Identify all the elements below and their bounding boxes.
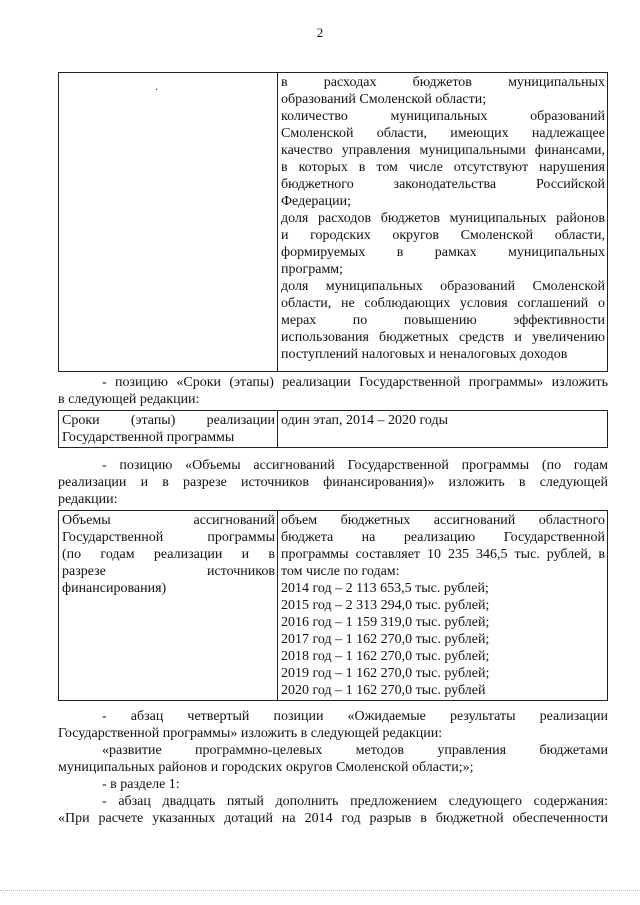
table3-left-cell [59, 511, 278, 701]
page-number: 2 [316, 25, 324, 40]
table3-left-line: Объемы ассигнований [62, 513, 275, 528]
table1-line: бюджетного законодательства Российской [281, 177, 605, 192]
table1-line: Смоленской области, имеющих надлежащее [281, 126, 605, 141]
paragraph-line: «развитие программно-целевых методов управления бюджетами [102, 743, 608, 758]
table3-left-line: (по годам реализации и в [62, 547, 275, 562]
table1-line: программ; [281, 262, 344, 277]
year-funding-line: 2020 год – 1 162 270,0 тыс. рублей [281, 683, 486, 698]
table1-line: и городских округов Смоленской области, [281, 228, 605, 243]
paragraph-line: - абзац четвертый позиции «Ожидаемые результаты реализации [102, 709, 608, 724]
table1-left-cell [59, 73, 278, 372]
table1-line: образований Смоленской области; [281, 92, 487, 107]
year-funding-line: 2018 год – 1 162 270,0 тыс. рублей; [281, 649, 490, 664]
table3-right-line: объем бюджетных ассигнований областного [281, 513, 605, 528]
paragraph-line: - в разделе 1: [102, 777, 180, 792]
table1-line: доля расходов бюджетов муниципальных районов [281, 211, 605, 226]
table1-line: поступлений налоговых и неналоговых доходов [281, 347, 568, 362]
table1-line: в расходах бюджетов муниципальных [281, 75, 605, 90]
paragraph-expected-results [58, 708, 608, 742]
terms-value: один этап, 2014 – 2020 годы [281, 413, 449, 428]
table3-right-line: том числе по годам: [281, 564, 400, 579]
year-funding-line: 2019 год – 1 162 270,0 тыс. рублей; [281, 666, 490, 681]
paragraph-line: - абзац двадцать пятый дополнить предложением следующего содержания: [102, 794, 608, 809]
paragraph-line: - позицию «Сроки (этапы) реализации Государственной программы» изложить [102, 375, 608, 390]
paragraph-quote-development [58, 742, 608, 776]
terms-table [58, 410, 608, 448]
expected-results-table [58, 72, 608, 372]
scan-edge-line [0, 890, 640, 891]
table1-line: формируемых в рамках муниципальных [281, 245, 605, 260]
table2-left-line: Государственной программы [62, 430, 235, 445]
table2-left-cell [59, 411, 278, 448]
table2-left-line: Сроки (этапы) реализации [62, 413, 275, 428]
paragraph-volumes-position [58, 457, 608, 508]
table1-line: мерах по повышению эффективности [281, 313, 605, 328]
paragraph-twenty-fifth [58, 793, 608, 827]
table2-right-cell [278, 411, 608, 448]
paragraph-line: реализации и в разрезе источников финансирования)» изложить в следующей [58, 475, 608, 490]
year-funding-line: 2016 год – 1 159 319,0 тыс. рублей; [281, 615, 490, 630]
year-funding-line: 2014 год – 2 113 653,5 тыс. рублей; [281, 581, 489, 596]
paragraph-line: - позицию «Объемы ассигнований Государственной программы (по годам [102, 458, 608, 473]
stray-dot: · [155, 85, 159, 96]
table3-left-line: разрезе источников [62, 564, 275, 579]
table1-line: использования бюджетных средств и увеличению [281, 330, 605, 345]
year-funding-line: 2015 год – 2 313 294,0 тыс. рублей; [281, 598, 490, 613]
table3-left-line: Государственной программы [62, 530, 275, 545]
paragraph-line: «При расчете указанных дотаций на 2014 год разрыв в бюджетной обеспеченности [58, 811, 608, 826]
funding-volumes-table [58, 510, 608, 701]
year-funding-line: 2017 год – 1 162 270,0 тыс. рублей; [281, 632, 490, 647]
table1-line: доля муниципальных образований Смоленской [281, 279, 605, 294]
paragraph-line: редакции: [58, 492, 118, 507]
paragraph-line: Государственной программы» изложить в следующей редакции: [58, 726, 443, 741]
table1-line: области, не соблюдающих условия соглашений о [281, 296, 605, 311]
table1-right-cell [278, 73, 608, 372]
paragraph-line: муниципальных районов и городских округов Смоленской области;»; [58, 760, 474, 775]
table1-line: количество муниципальных образований [281, 109, 605, 124]
table3-right-line: программы составляет 10 235 346,5 тыс. рублей, в [281, 547, 605, 562]
table1-line: качество управления муниципальными финансами, [281, 143, 605, 158]
paragraph-section-1 [58, 776, 608, 793]
table1-line: Федерации; [281, 194, 352, 209]
paragraph-terms-position [58, 374, 608, 408]
table3-right-cell [278, 511, 608, 701]
table1-line: в которых в том числе отсутствуют нарушения [281, 160, 605, 175]
paragraph-line: в следующей редакции: [58, 392, 200, 407]
table3-left-line: финансирования) [62, 581, 167, 596]
table3-right-line: бюджета на реализацию Государственной [281, 530, 605, 545]
